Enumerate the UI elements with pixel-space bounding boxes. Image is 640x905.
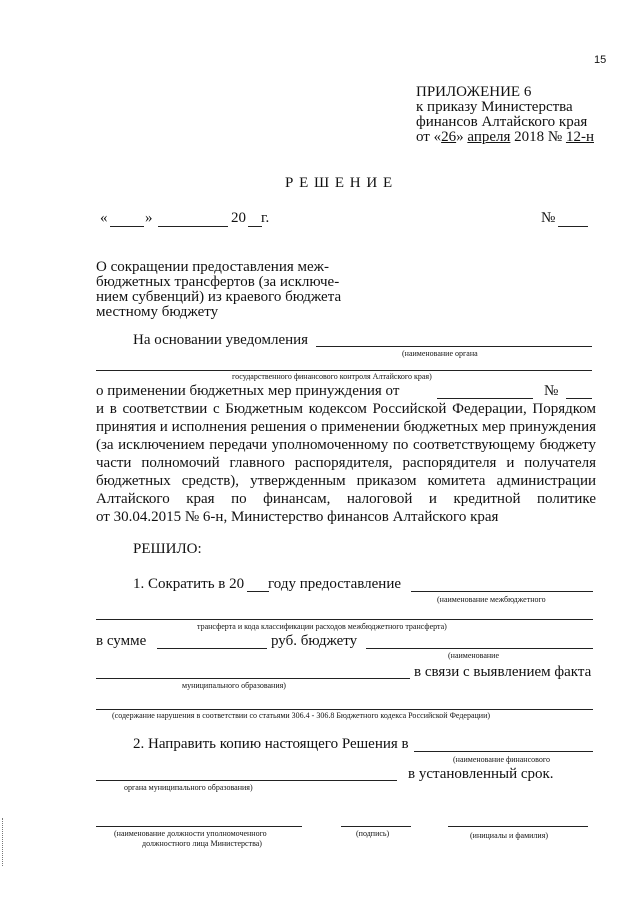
appendix-line-3: финансов Алтайского края <box>416 114 588 130</box>
position-hint-1: (наименование должности уполномоченного <box>114 829 267 838</box>
appendix-line-2: к приказу Министерства <box>416 99 573 115</box>
rub-label: руб. бюджету <box>271 633 358 649</box>
body-line-2: и в соответствии с Бюджетным кодексом Российской Федерации, Порядком <box>96 401 596 417</box>
notification-date-field[interactable] <box>437 398 533 399</box>
item1-year-blank[interactable] <box>247 591 269 592</box>
initials-hint: (инициалы и фамилия) <box>470 831 549 840</box>
transfer-name-field[interactable] <box>411 591 593 592</box>
item2-hint-1: (наименование финансового <box>453 755 550 764</box>
subject-line-3: нием субвенций) из краевого бюджета <box>96 289 342 305</box>
date-open-quote: « <box>100 210 108 226</box>
date-year-prefix: 20 <box>231 210 246 226</box>
appendix-title: ПРИЛОЖЕНИЕ 6 <box>416 84 532 100</box>
item1-hint-2: трансферта и кода классификации расходов межбюджетного трансферта) <box>197 622 447 631</box>
sum-label: в сумме <box>96 633 147 649</box>
notification-organ-field[interactable] <box>316 346 592 347</box>
position-hint-2: должностного лица Министерства) <box>142 839 262 848</box>
item1-text-b: году предоставление <box>268 576 402 592</box>
item1-hint-1: (наименование межбюджетного <box>437 595 546 604</box>
signature-hint: (подпись) <box>356 829 390 838</box>
financial-organ-field-2[interactable] <box>96 780 397 781</box>
date-close-quote: » <box>145 210 153 226</box>
body-line-7: Алтайского края по финансам, налоговой и кредитной политике <box>96 491 596 507</box>
appendix-date-close: » <box>456 129 468 145</box>
date-year-blank[interactable] <box>248 226 262 227</box>
date-day-blank[interactable] <box>110 226 144 227</box>
page-number: 15 <box>594 54 607 66</box>
initials-field[interactable] <box>448 826 588 827</box>
municipality-field[interactable] <box>96 678 410 679</box>
body-line-6: бюджетных средств), утвержденным приказом комитета администрации <box>96 473 596 489</box>
body-line-8: от 30.04.2015 № 6-н, Министерство финансов Алтайского края <box>96 509 499 525</box>
appendix-year: 2018 № <box>510 129 566 145</box>
body-line-1: о применении бюджетных мер принуждения от <box>96 383 400 399</box>
decided-label: РЕШИЛО: <box>133 541 202 557</box>
subject-line-2: бюджетных трансфертов (за исключе- <box>96 274 340 290</box>
basis-hint-2: государственного финансового контроля Алтайского края) <box>232 372 432 381</box>
appendix-date-open: от « <box>416 129 442 145</box>
scan-edge-artifact <box>2 818 4 866</box>
basis-hint-1: (наименование органа <box>402 349 478 358</box>
body-number-sign: № <box>544 383 559 399</box>
notification-number-field[interactable] <box>566 398 592 399</box>
transfer-name-field-2[interactable] <box>96 619 593 620</box>
violation-field[interactable] <box>96 709 593 710</box>
appendix-line-4 <box>416 129 594 146</box>
sum-field[interactable] <box>157 648 267 649</box>
number-sign: № <box>541 210 556 226</box>
body-line-4: (за исключением передачи уполномоченному по соответствующему бюджету <box>96 437 596 453</box>
appendix-number: 12-н <box>565 129 594 145</box>
decision-number-blank[interactable] <box>558 226 588 227</box>
date-month-blank[interactable] <box>158 226 228 227</box>
item1-hint-4: муниципального образования) <box>182 681 286 690</box>
appendix-month: апреля <box>467 129 511 145</box>
official-position-field[interactable] <box>96 826 302 827</box>
deadline-text: в установленный срок. <box>408 766 554 782</box>
item1-hint-3: (наименование <box>448 651 500 660</box>
body-line-5: части полномочий главного распорядителя, распорядителя и получателя <box>96 455 596 471</box>
signature-field[interactable] <box>341 826 411 827</box>
financial-organ-field[interactable] <box>414 751 593 752</box>
budget-name-field[interactable] <box>366 648 593 649</box>
basis-lead: На основании уведомления <box>133 332 309 348</box>
subject-line-1: О сокращении предоставления меж- <box>96 259 330 275</box>
body-line-3: принятия и исполнения решения о применении бюджетных мер принуждения <box>96 419 596 435</box>
item2-hint-2: органа муниципального образования) <box>124 783 253 792</box>
appendix-day: 26 <box>441 129 457 145</box>
notification-organ-field-2[interactable] <box>96 370 592 371</box>
item1-hint-5: (содержание нарушения в соответствии со статьями 306.4 - 306.8 Бюджетного кодекса Российской Федерации) <box>112 711 491 720</box>
document-heading: Р Е Ш Е Н И Е <box>285 175 394 191</box>
item2-text: 2. Направить копию настоящего Решения в <box>133 736 409 752</box>
reason-label: в связи с выявлением факта <box>414 664 592 680</box>
subject-line-4: местному бюджету <box>96 304 219 320</box>
item1-text-a: 1. Сократить в 20 <box>133 576 245 592</box>
date-year-suffix: г. <box>261 210 270 226</box>
